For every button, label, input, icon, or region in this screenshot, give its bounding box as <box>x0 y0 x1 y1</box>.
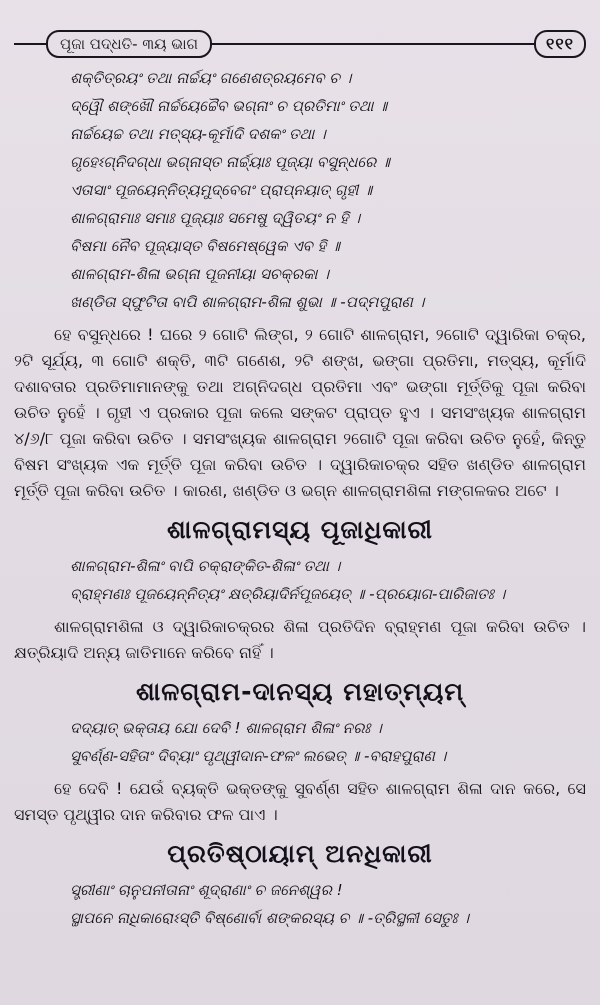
verse-line: ବ୍ରାହ୍ମଣଃ ପୂଜୟେନ୍ନିତ୍ୟଂ କ୍ଷତ୍ରିୟାଦିର୍ନପୂଜୟେତ୍ ॥ -ପ୍ରୟୋଗ-ପାରିଜାତଃ । <box>70 585 506 603</box>
section-heading: ଶାଳଗ୍ରାମସ୍ୟ ପୂଜାଧିକାରୀ <box>167 515 433 544</box>
verse-line: ଶକ୍ତିତ୍ରୟଂ ତଥା ନାର୍ଚ୍ଚୟଂ ଗଣେଶତ୍ରୟମେବ ଚ । <box>70 69 352 87</box>
verse-line: ନାର୍ଚ୍ଚୟେଚ୍ଚ ତଥା ମତ୍ସ୍ୟ-କୂର୍ମାଦି ଦଶକଂ ତଥା । <box>70 125 326 143</box>
page-content <box>14 64 586 938</box>
verse-line: ଶାଳଗ୍ରାମ-ଶିଳା ଭଗ୍ନା ପୂଜନୀୟା ସଚକ୍ରକା । <box>70 265 329 283</box>
verse-block <box>14 714 586 770</box>
page-number: ୧୧୧ <box>534 30 586 58</box>
verse-line: ସ୍ଥାପନେ ନାଧିକାରୋଽସ୍ତି ବିଷ୍ଣୋର୍ବା ଶଙ୍କରସ୍ୟ ଚ ॥ -ତ୍ରିସ୍ଥଳୀ ସେତୁଃ । <box>70 909 469 927</box>
verse-block <box>14 876 586 932</box>
verse-line: ଶାଳଗ୍ରାମ-ଶିଳାଂ ବାପି ଚକ୍ରାଙ୍କିତ-ଶିଳାଂ ତଥା । <box>70 557 341 575</box>
verse-line: ଖଣ୍ଡିତା ସ୍ଫୁଟିତା ବାପି ଶାଳଗ୍ରାମ-ଶିଳା ଶୁଭା ॥ -ପଦ୍ମପୁରାଣ । <box>70 293 425 311</box>
section-heading: ପ୍ରତିଷ୍ଠାୟାମ୍ ଅନଧିକାରୀ <box>167 839 433 868</box>
commentary-paragraph: ଶାଳଗ୍ରାମଶିଳା ଓ ଦ୍ୱାରିକାଚକ୍ରର ଶିଳା ପ୍ରତିଦିନ ବ୍ରାହ୍ମଣ ପୂଜା କରିବା ଉଚିତ । କ୍ଷତ୍ରିୟାଦି ଅନ୍ୟ ଜାତିମାନେ କରିବେ ନାହିଁ । <box>14 617 586 662</box>
section-heading: ଶାଳଗ୍ରାମ-ଦାନସ୍ୟ ମହାତ୍ମ୍ୟମ୍ <box>135 677 465 706</box>
verse-line: ଗୃହେଽଗ୍ନିଦଗ୍ଧା ଭଗ୍ନାସ୍ତ ନାର୍ଚ୍ଚ୍ୟାଃ ପୂଜ୍ୟା ବସୁନ୍ଧରେ ॥ <box>70 153 390 171</box>
verse-block <box>14 64 586 316</box>
verse-line: ଦ୍ୱୌ ଶଙ୍ଖୌ ନାର୍ଚ୍ଚୟେଚ୍ଚୈବ ଭଗ୍ନାଂ ଚ ପ୍ରତିମାଂ ତଥା ॥ <box>70 97 388 115</box>
running-title: ପୂଜା ପଦ୍ଧତି- ୩ୟ ଭାଗ <box>46 30 212 58</box>
verse-line: ବିଷମା ନୈବ ପୂଜ୍ୟାସ୍ତ ବିଷମେଷ୍ୱେକ ଏବ ହି ॥ <box>70 237 340 255</box>
page-header <box>14 30 586 56</box>
verse-line: ଏତାସାଂ ପୂଜୟେନ୍ନିତ୍ୟମୁଦ୍‌ବେଗଂ ପ୍ରାପ୍ନୟାତ୍ ଗୃହୀ ॥ <box>70 181 373 199</box>
verse-line: ଦଦ୍ୟାତ୍ ଭକ୍ତାୟ ଯୋ ଦେବି ! ଶାଳଗ୍ରାମ ଶିଳାଂ ନରଃ । <box>70 719 382 737</box>
verse-line: ଶାଳଗ୍ରାମାଃ ସମାଃ ପୂଜ୍ୟାଃ ସମେଷୁ ଦ୍ୱିତୟଂ ନ ହି । <box>70 209 361 227</box>
commentary-paragraph: ହେ ଦେବି ! ଯେଉଁ ବ୍ୟକ୍ତି ଭକ୍ତଙ୍କୁ ସୁବର୍ଣ୍ଣ ସହିତ ଶାଳଗ୍ରାମ ଶିଳା ଦାନ କରେ, ସେ ସମସ୍ତ ପୃଥ୍ୱୀର ଦାନ କରିବାର ଫଳ ପାଏ । <box>14 779 586 824</box>
verse-line: ସୁବର୍ଣ୍ଣ-ସହିତାଂ ଦିବ୍ୟାଂ ପୃଥ୍ୱୀଦାନ-ଫଳଂ ଲଭେତ୍ ॥ -ବରାହପୁରାଣ । <box>70 747 447 765</box>
verse-block <box>14 552 586 608</box>
verse-line: ସ୍ତ୍ରୀଣାଂ ଚାନୁପନୀତାନାଂ ଶୂଦ୍ରାଣାଂ ଚ ଜନେଶ୍ୱର ! <box>70 881 343 899</box>
commentary-paragraph: ହେ ବସୁନ୍ଧରେ ! ଘରେ ୨ ଗୋଟି ଲିଙ୍ଗ, ୨ ଗୋଟି ଶାଳଗ୍ରାମ, ୨ଗୋଟି ଦ୍ୱାରିକା ଚକ୍ର, ୨ଟି ସୂର୍ଯ୍ୟ, ୩ ଗୋଟି ଶକ୍ତି, ୩ଟି ଗଣେଶ, ୨ଟି ଶଙ୍ଖ, ଭଙ୍ଗା ପ୍ରତିମା, ମତ୍ସ୍ୟ, କୂର୍ମାଦି ଦଶାବତାର ପ୍ରତିମାମାନଙ୍କୁ ତଥା ଅଗ୍ନିଦଗ୍ଧ ପ୍ରତିମା ଏବଂ ଭଙ୍ଗା ମୂର୍ତ୍ତିକୁ ପୂଜା କରିବା ଉଚିତ ନୁହେଁ । ଗୃହୀ ଏ ପ୍ରକାର ପୂଜା କଲେ ସଙ୍କଟ ପ୍ରାପ୍ତ ହୁଏ । ସମସଂଖ୍ୟକ ଶାଳଗ୍ରାମ ୪/୬/୮ ପୂଜା କରିବା ଉଚିତ । ସମସଂଖ୍ୟକ ଶାଳଗ୍ରାମ ୨ଗୋଟି ପୂଜା କରିବା ଉଚିତ ନୁହେଁ, କିନ୍ତୁ ବିଷମ ସଂଖ୍ୟକ ଏକ ମୂର୍ତ୍ତି ପୂଜା କରିବା ଉଚିତ । ଦ୍ୱାରିକାଚକ୍ର ସହିତ ଖଣ୍ଡିତ ଶାଳଗ୍ରାମ ମୂର୍ତ୍ତି ପୂଜା କରିବା ଉଚିତ । କାରଣ, ଖଣ୍ଡିତ ଓ ଭଗ୍ନ ଶାଳଗ୍ରାମଶିଳା ମଙ୍ଗଳକର ଅଟେ । <box>14 325 586 500</box>
